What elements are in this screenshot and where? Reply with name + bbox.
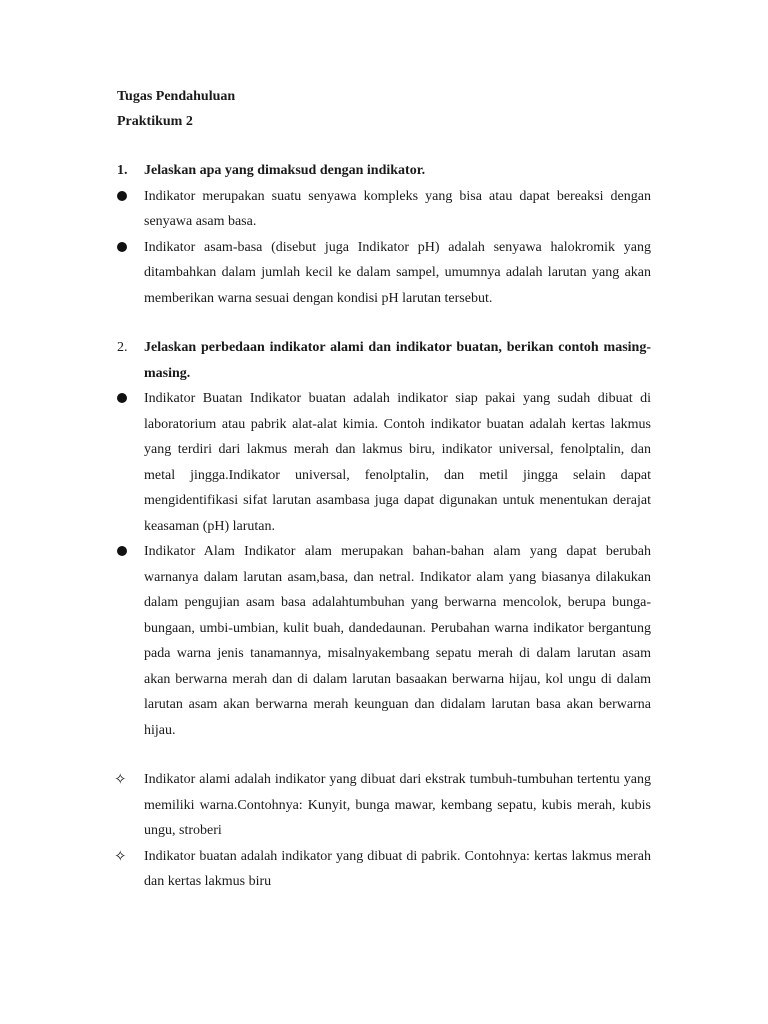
list-item: [117, 539, 651, 743]
filled-circle-icon: [117, 184, 144, 210]
list-item-text: Indikator Alam Indikator alam merupakan bahan-bahan alam yang dapat berubah warnanya dalam larutan asam,basa, dan netral. Indikator alam yang biasanya dilakukan dalam pengujian asam basa adalahtumbuhan yang berwarna mencolok, berupa bunga-bungaan, umbi-umbian, kulit buah, dandedaunan. Perubahan warna indikator bergantung pada warna jenis tanamannya, misalnyakembang sepatu merah di dalam larutan asam akan berwarna merah dan di dalam larutan basaakan berwarna hijau, kol ungu di dalam larutan asam akan berwarna merah keunguan dan didalam larutan basa akan berwarna hijau.: [144, 544, 651, 738]
white-diamond-icon: ✧: [114, 770, 127, 788]
question-number: 2.: [117, 340, 128, 355]
question-text: Jelaskan apa yang dimaksud dengan indikator.: [144, 163, 426, 178]
summary-item: [114, 767, 651, 844]
question-number: 1.: [117, 163, 128, 178]
question-1: [117, 158, 651, 184]
document-title: Tugas Pendahuluan: [117, 89, 236, 104]
list-item: [117, 184, 651, 235]
filled-circle-icon: [117, 235, 144, 261]
summary-item-text: Indikator alami adalah indikator yang dibuat dari ekstrak tumbuh-tumbuhan tertentu yang memiliki warna.Contohnya: Kunyit, bunga mawar, kembang sepatu, kubis merah, kubis ungu, stroberi: [144, 772, 651, 838]
document-subtitle: Praktikum 2: [117, 114, 193, 129]
white-diamond-icon: ✧: [114, 846, 127, 865]
list-item-text: Indikator asam-basa (disebut juga Indikator pH) adalah senyawa halokromik yang ditambahkan dalam jumlah kecil ke dalam sampel, umumnya adalah larutan yang akan memberikan warna sesuai dengan kondisi pH larutan tersebut.: [144, 239, 651, 306]
list-item-text: Indikator merupakan suatu senyawa kompleks yang bisa atau dapat bereaksi dengan senyawa asam basa.: [144, 188, 651, 229]
filled-circle-icon: [117, 539, 144, 565]
question-text: Jelaskan perbedaan indikator alami dan indikator buatan, berikan contoh masing-masing.: [144, 340, 651, 381]
summary-item: [114, 844, 651, 895]
list-item: [117, 386, 651, 539]
summary-item-text: Indikator buatan adalah indikator yang dibuat di pabrik. Contohnya: kertas lakmus merah dan kertas lakmus biru: [144, 848, 651, 889]
question-2: [117, 335, 651, 386]
list-item: [117, 235, 651, 312]
filled-circle-icon: [117, 386, 144, 412]
list-item-text: Indikator Buatan Indikator buatan adalah indikator siap pakai yang sudah dibuat di laboratorium atau pabrik alat-alat kimia. Contoh indikator buatan adalah kertas lakmus yang terdiri dari lakmus merah dan lakmus biru, indikator universal, fenolptalin, dan metal jingga.Indikator universal, fenolptalin, dan metil jingga selain dapat mengidentifikasi sifat larutan asambasa juga dapat digunakan untuk menentukan derajat keasaman (pH) larutan.: [144, 391, 651, 534]
document-page: [114, 84, 651, 895]
